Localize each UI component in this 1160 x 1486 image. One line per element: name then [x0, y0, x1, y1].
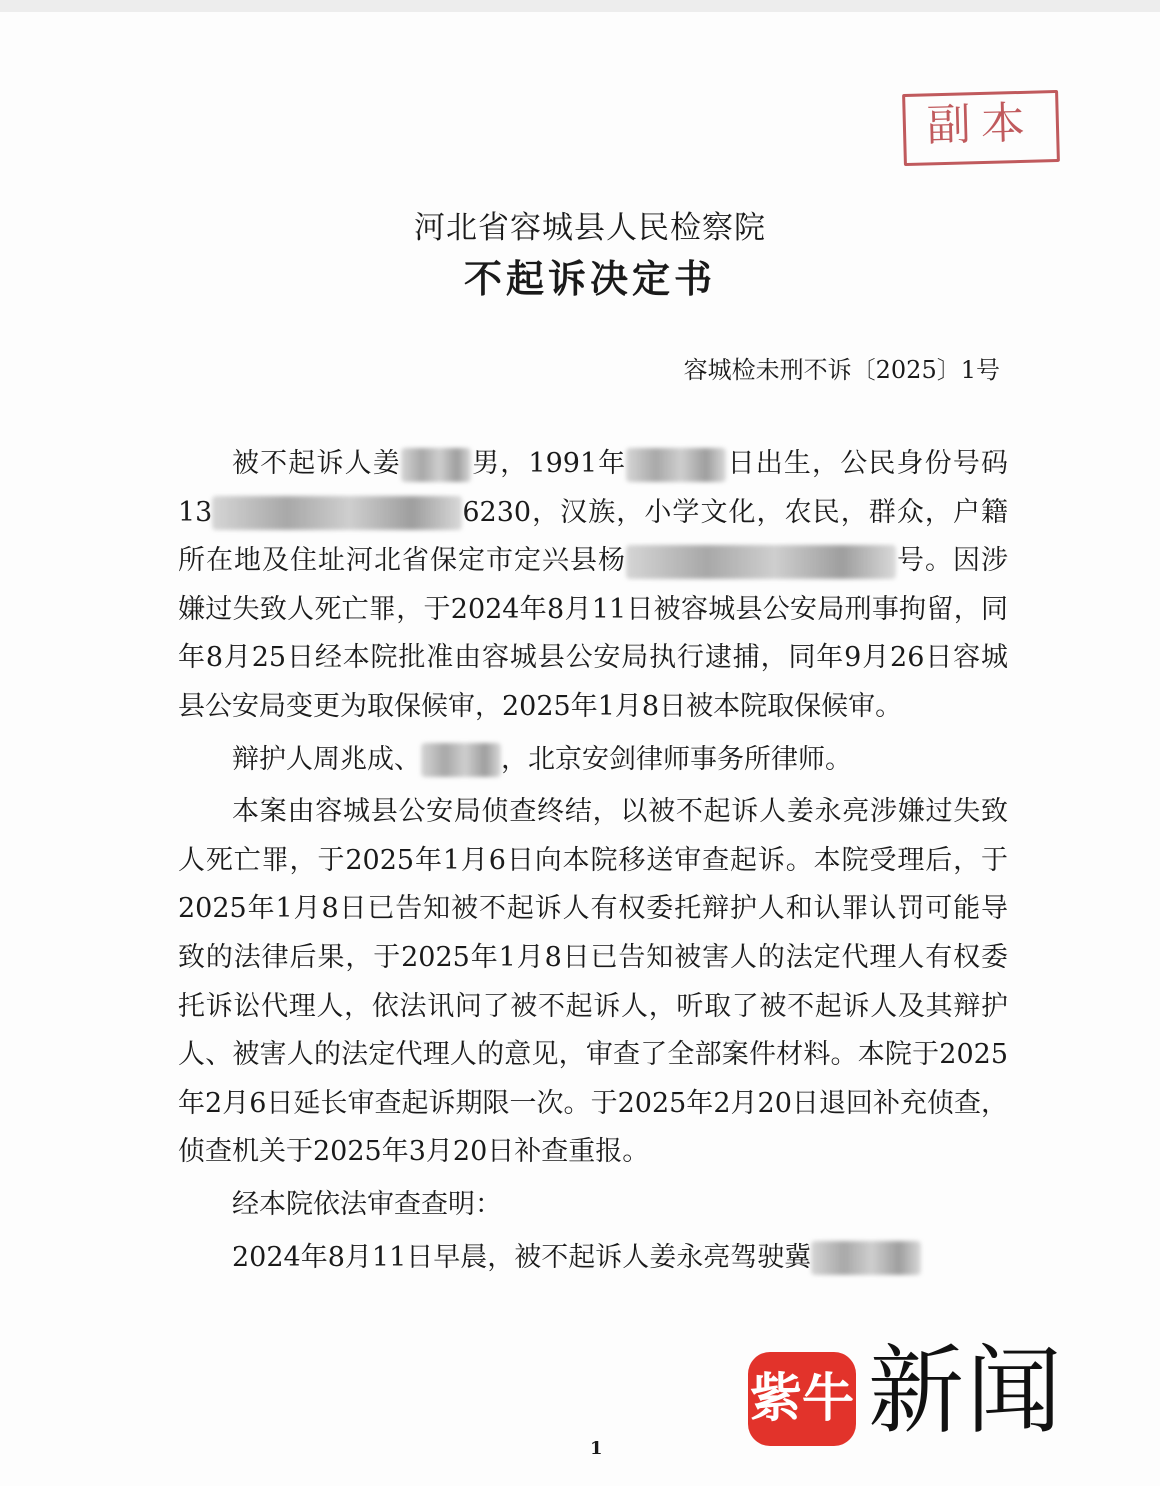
- case-paragraph: 本案由容城县公安局侦查终结，以被不起诉人姜永亮涉嫌过失致人死亡罪，于2025年1月6日向本院移送审查起诉。本院受理后，于2025年1月8日已告知被不起诉人有权委托辩护人和认罪认罚可能导致的法律后果，于2025年1月8日已告知被害人的法定代理人有权委托诉讼代理人，依法讯问了被不起诉人，听取了被不起诉人及其辩护人、被害人的法定代理人的意见，审查了全部案件材料。本院于2025年2月6日延长审查起诉期限一次。于2025年2月20日退回补充侦查，侦查机关于2025年3月20日补查重报。: [178, 796, 1008, 1168]
- document-number: 容城检未刑不诉〔2025〕1号: [683, 356, 1000, 384]
- document-title: 不起诉决定书: [463, 256, 716, 301]
- news-logo-icon: 紫牛: [748, 1352, 856, 1446]
- redaction: [212, 496, 462, 530]
- document-body: [178, 440, 1008, 1282]
- top-edge: [0, 0, 1160, 12]
- news-watermark-text: 新闻: [868, 1335, 1064, 1447]
- facts-paragraph: 2024年8月11日早晨，被不起诉人姜永亮驾驶冀: [178, 1234, 1008, 1283]
- defendant-paragraph: 被不起诉人姜 男，1991年 日出生，公民身份号码13 6230，汉族，小学文化，农民，群众，户籍所在地及住址河北省保定市定兴县杨 号。因涉嫌过失致人死亡罪，于2024年8月11日被容城县公安局刑事拘留，同年8月25日经本院批准由容城县公安局执行逮捕，同年9月26日容城县公安局变更为取保候审，2025年1月8日被本院取保候审。: [178, 448, 1008, 722]
- defense-paragraph: 辩护人周兆成、 ，北京安剑律师事务所律师。: [178, 736, 1008, 785]
- findings-heading: 经本院依法审查查明：: [232, 1188, 502, 1220]
- redaction: [626, 545, 896, 579]
- redaction: [421, 743, 501, 777]
- page-number: 1: [590, 1438, 603, 1459]
- copy-stamp: 副本: [902, 90, 1060, 166]
- redaction: [626, 448, 726, 482]
- court-name: 河北省容城县人民检察院: [414, 210, 766, 246]
- redaction: [401, 448, 471, 482]
- redaction: [811, 1241, 921, 1275]
